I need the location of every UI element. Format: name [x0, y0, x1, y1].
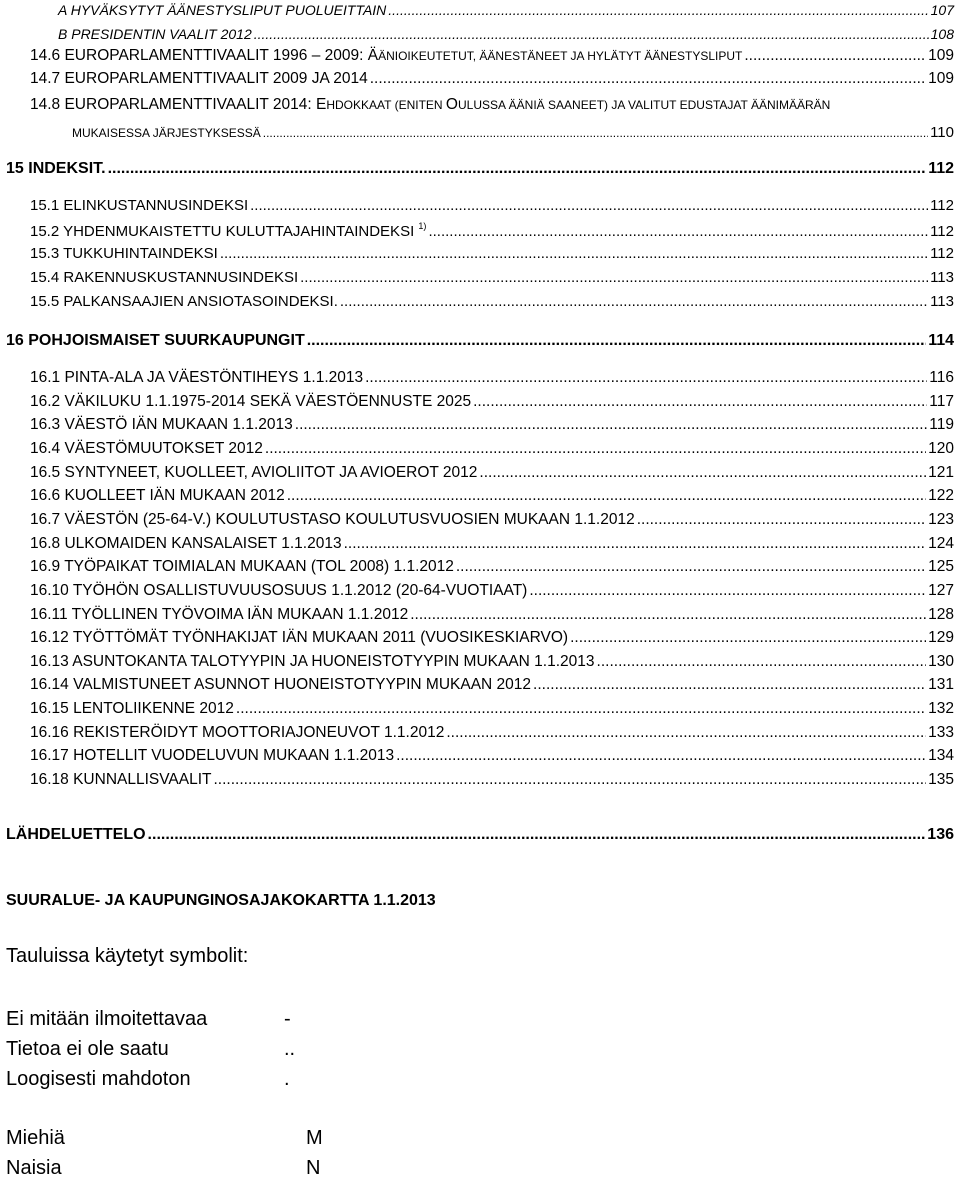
dot-leader: [597, 653, 927, 671]
toc-entry-label: 16.5 SYNTYNEET, KUOLLEET, AVIOLIITOT JA AVIOEROT 2012: [30, 464, 478, 481]
dot-leader: [265, 440, 926, 458]
toc-page-number: 134: [928, 747, 954, 764]
toc-row[interactable]: [30, 393, 954, 411]
toc-page-number: 112: [928, 160, 954, 177]
symbol-value: ..: [284, 1038, 296, 1060]
dot-leader: [220, 245, 928, 262]
dot-leader: [108, 160, 927, 178]
toc-entry-label: 15.2 YHDENMUKAISTETTU KULUTTAJAHINTAINDEKSI $^{1)}$: [30, 221, 427, 240]
toc-section-row[interactable]: [6, 826, 954, 844]
toc-row[interactable]: [30, 582, 954, 600]
toc-entry-label: 16.8 ULKOMAIDEN KANSALAISET 1.1.2013: [30, 535, 342, 552]
toc-section-row[interactable]: [6, 160, 954, 178]
toc-page-number: 112: [930, 197, 954, 214]
toc-page-number: 113: [930, 293, 954, 310]
toc-row[interactable]: [30, 464, 954, 482]
dot-leader: [344, 535, 927, 553]
toc-section-title: 16 POHJOISMAISET SUURKAUPUNGIT: [6, 332, 305, 349]
toc-page-number: 116: [929, 369, 954, 386]
dot-leader: [529, 582, 926, 600]
toc-page-number: 124: [928, 535, 954, 552]
dot-leader: [250, 197, 928, 214]
symbol-value: .: [284, 1068, 290, 1090]
toc-row[interactable]: [30, 700, 954, 718]
symbol-label: Ei mitään ilmoitettavaa: [6, 1008, 208, 1030]
toc-page-number: 136: [927, 826, 954, 843]
toc-page-number: 107: [930, 2, 954, 18]
dot-leader: [307, 332, 926, 350]
toc-entry-label: 14.6 EUROPARLAMENTTIVAALIT 1996 – 2009: ÄÄNIOIKEUTETUT, ÄÄNESTÄNEET JA HYLÄTYT ÄÄNESTYSLIPUT: [30, 47, 743, 64]
toc-entry-label: 16.3 VÄESTÖ IÄN MUKAAN 1.1.2013: [30, 416, 293, 433]
symbols-title: Tauluissa käytetyt symbolit:: [6, 945, 249, 967]
toc-row[interactable]: [58, 2, 954, 18]
toc-row[interactable]: [30, 511, 954, 529]
toc-entry-label: A HYVÄKSYTYT ÄÄNESTYSLIPUT PUOLUEITTAIN: [58, 2, 387, 18]
toc-entry-label: 16.16 REKISTERÖIDYT MOOTTORIAJONEUVOT 1.1.2012: [30, 724, 445, 741]
toc-entry-label: 16.11 TYÖLLINEN TYÖVOIMA IÄN MUKAAN 1.1.2012: [30, 606, 409, 623]
toc-entry-label: 15.5 PALKANSAAJIEN ANSIOTASOINDEKSI.: [30, 293, 338, 310]
toc-entry-label: 16.2 VÄKILUKU 1.1.1975-2014 SEKÄ VÄESTÖENNUSTE 2025: [30, 393, 472, 410]
dot-leader: [214, 771, 927, 789]
dot-leader: [637, 511, 926, 529]
symbol-label: Tietoa ei ole saatu: [6, 1038, 169, 1060]
dot-leader: [744, 47, 926, 65]
toc-page-number: 113: [930, 269, 954, 286]
toc-page-number: 128: [928, 606, 954, 623]
gender-label: Miehiä: [6, 1127, 65, 1149]
toc-entry-label: 16.6 KUOLLEET IÄN MUKAAN 2012: [30, 487, 285, 504]
dot-leader: [287, 487, 926, 505]
dot-leader: [446, 724, 926, 742]
toc-entry-label: 16.9 TYÖPAIKAT TOIMIALAN MUKAAN (TOL 2008) 1.1.2012: [30, 558, 454, 575]
gender-symbol: M: [306, 1127, 323, 1149]
toc-row[interactable]: [30, 369, 954, 387]
toc-row[interactable]: [30, 747, 954, 765]
toc-page-number: 121: [928, 464, 954, 481]
toc-page-number: 133: [928, 724, 954, 741]
dot-leader: [148, 826, 926, 844]
dot-leader: [456, 558, 926, 576]
toc-row[interactable]: [30, 629, 954, 647]
toc-row[interactable]: [30, 535, 954, 553]
toc-entry-label: 16.13 ASUNTOKANTA TALOTYYPIN JA HUONEISTOTYYPIN MUKAAN 1.1.2013: [30, 653, 595, 670]
toc-entry-label: 16.4 VÄESTÖMUUTOKSET 2012: [30, 440, 263, 457]
toc-page-number: 109: [928, 47, 954, 64]
toc-row[interactable]: [30, 440, 954, 458]
dot-leader: [365, 369, 927, 387]
toc-page-number: 120: [928, 440, 954, 457]
toc-page-number: 110: [930, 124, 954, 141]
toc-page-number: 108: [930, 26, 954, 42]
toc-section-row[interactable]: [6, 332, 954, 350]
toc-row[interactable]: [30, 653, 954, 671]
toc-entry-label: 14.8 EUROPARLAMENTTIVAALIT 2014: EHDOKKAAT (ENITEN OULUSSA ÄÄNIÄ SAANEET) JA VALITUT EDUSTAJAT ÄÄNIMÄÄRÄN: [30, 96, 831, 113]
toc-page-number: 132: [928, 700, 954, 717]
dot-leader: [300, 269, 928, 286]
toc-entry-label: MUKAISESSA JÄRJESTYKSESSÄ: [72, 126, 261, 140]
toc-entry-label: 16.15 LENTOLIIKENNE 2012: [30, 700, 234, 717]
toc-row[interactable]: [30, 558, 954, 576]
toc-entry-label: 16.10 TYÖHÖN OSALLISTUVUUSOSUUS 1.1.2012 (20-64-VUOTIAAT): [30, 582, 528, 599]
dot-leader: [533, 676, 926, 694]
gender-symbol: N: [306, 1157, 321, 1179]
toc-row[interactable]: [30, 676, 954, 694]
toc-page-number: 117: [929, 393, 954, 410]
toc-section-title: 15 INDEKSIT.: [6, 160, 106, 177]
dot-leader: [570, 629, 926, 647]
dot-leader: [340, 293, 928, 310]
toc-row[interactable]: [30, 416, 954, 434]
toc-page-number: 123: [928, 511, 954, 528]
toc-row[interactable]: [30, 724, 954, 742]
toc-row[interactable]: [30, 245, 954, 262]
toc-row[interactable]: [30, 47, 954, 65]
dot-leader: [254, 26, 929, 42]
gender-label: Naisia: [6, 1157, 62, 1179]
toc-page-number: 130: [928, 653, 954, 670]
toc-entry-label: 16.7 VÄESTÖN (25-64-V.) KOULUTUSTASO KOULUTUSVUOSIEN MUKAAN 1.1.2012: [30, 511, 635, 528]
toc-row[interactable]: [30, 487, 954, 505]
toc-row[interactable]: [72, 124, 954, 141]
toc-page-number: 131: [928, 676, 954, 693]
dot-leader: [410, 606, 926, 624]
dot-leader: [236, 700, 926, 718]
toc-row[interactable]: [58, 26, 954, 42]
toc-row[interactable]: [30, 771, 954, 789]
toc-page-number: 129: [928, 629, 954, 646]
dot-leader: [388, 2, 928, 18]
toc-entry-label: 15.4 RAKENNUSKUSTANNUSINDEKSI: [30, 269, 299, 286]
symbol-value: -: [284, 1008, 291, 1030]
toc-entry-label: 14.7 EUROPARLAMENTTIVAALIT 2009 JA 2014: [30, 70, 368, 87]
toc-row[interactable]: [30, 606, 954, 624]
toc-page-number: 114: [928, 332, 954, 349]
toc-page-number: 127: [928, 582, 954, 599]
map-heading[interactable]: SUURALUE- JA KAUPUNGINOSAJAKOKARTTA 1.1.2013: [6, 892, 436, 909]
toc-page-number: 109: [928, 70, 954, 87]
toc-entry-label: 16.12 TYÖTTÖMÄT TYÖNHAKIJAT IÄN MUKAAN 2011 (VUOSIKESKIARVO): [30, 629, 569, 646]
toc-entry-label: 15.3 TUKKUHINTAINDEKSI: [30, 245, 218, 262]
dot-leader: [428, 223, 928, 240]
dot-leader: [473, 393, 927, 411]
toc-page-number: 112: [930, 223, 954, 240]
dot-leader: [263, 126, 928, 140]
toc-row[interactable]: [30, 269, 954, 286]
dot-leader: [295, 416, 928, 434]
dot-leader: [396, 747, 926, 765]
toc-page-number: 112: [930, 245, 954, 262]
toc-entry-label: 16.1 PINTA-ALA JA VÄESTÖNTIHEYS 1.1.2013: [30, 369, 364, 386]
toc-entry-label: 16.18 KUNNALLISVAALIT: [30, 771, 212, 788]
toc-row[interactable]: [30, 221, 954, 240]
dot-leader: [479, 464, 926, 482]
toc-page-number: 125: [928, 558, 954, 575]
toc-entry-label: 16.14 VALMISTUNEET ASUNNOT HUONEISTOTYYPIN MUKAAN 2012: [30, 676, 532, 693]
toc-page-number: 122: [928, 487, 954, 504]
toc-row[interactable]: [30, 293, 954, 310]
toc-entry-label: 16.17 HOTELLIT VUODELUVUN MUKAAN 1.1.2013: [30, 747, 395, 764]
toc-section-title: LÄHDELUETTELO: [6, 826, 146, 843]
toc-entry-label: 15.1 ELINKUSTANNUSINDEKSI: [30, 197, 249, 214]
dot-leader: [370, 70, 926, 88]
toc-page-number: 135: [928, 771, 954, 788]
toc-page-number: 119: [929, 416, 954, 433]
symbol-label: Loogisesti mahdoton: [6, 1068, 191, 1090]
toc-row[interactable]: [30, 70, 954, 88]
toc-row[interactable]: [30, 197, 954, 214]
toc-entry-label: B PRESIDENTIN VAALIT 2012: [58, 26, 252, 42]
